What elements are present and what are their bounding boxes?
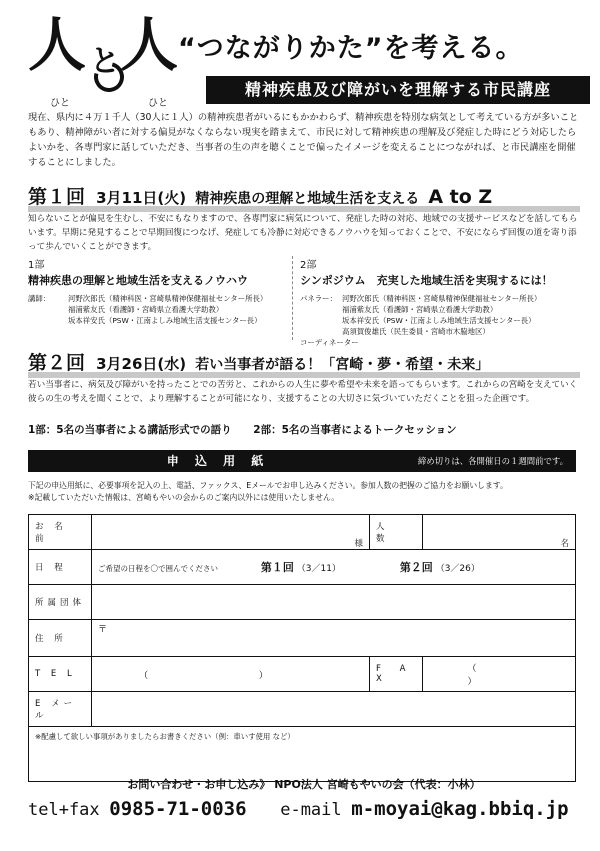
ninzu-label: 人 数 <box>370 515 423 550</box>
form-note-1: 下記の申込用紙に、必要事項を記入の上、電話、ファックス、Eメールでお申し込みください。参加人数の把握のご協力をお願いします。 <box>28 481 508 490</box>
lecturer-role: 講師： <box>28 294 51 303</box>
email-address: m-moyai@kag.bbiq.jp <box>351 798 569 820</box>
session2-num: 第２回 <box>28 352 86 374</box>
email-label-footer: e-mail <box>280 800 342 820</box>
contact-info <box>28 798 580 820</box>
tel-fax-label: tel+fax <box>28 800 100 820</box>
session1-part1 <box>28 256 290 326</box>
kanji-jin-2: 人 <box>120 11 179 79</box>
list-item: 福浦紫友氏（看護師・宮崎県立看護大学助教） <box>68 305 224 314</box>
session1-part2 <box>300 256 580 348</box>
tel-number: 0985-71-0036 <box>109 798 247 820</box>
kanji-jin-1: 人 <box>28 11 87 79</box>
lecturer-list <box>28 293 290 326</box>
ruby-hito-2: ひと <box>148 98 168 109</box>
table-row <box>29 692 576 727</box>
session2-parts <box>28 422 475 437</box>
session1-date: 3月11日(火) <box>96 189 187 207</box>
email-label: E メール <box>29 692 92 727</box>
form-notes <box>28 480 580 504</box>
table-row <box>29 620 576 657</box>
session1-ato: A to Z <box>428 186 493 208</box>
subtitle-banner: 精神疾患及び障がいを理解する市民講座 <box>206 76 590 104</box>
session2-theme: 若い当事者が語る！「宮崎・夢・希望・未来」 <box>195 357 490 373</box>
postal-mark: 〒 <box>98 625 108 635</box>
address-label: 住 所 <box>29 620 92 657</box>
part1-title: 精神疾患の理解と地域生活を支えるノウハウ <box>28 274 248 287</box>
org-field[interactable] <box>92 585 576 620</box>
list-item: 河野次郎氏（精神科医・宮崎県精神保健福祉センター所長） <box>342 294 542 303</box>
application-form <box>28 514 576 782</box>
form-deadline: 締め切りは、各開催日の１週間前です。 <box>417 456 568 466</box>
date-option-2-date: （3／26） <box>435 564 480 574</box>
list-item: 福浦紫友氏（看護師・宮崎県立看護大学助教） <box>342 305 498 314</box>
session2-part2: 2部：5名の当事者によるトークセッション <box>253 424 457 436</box>
table-row <box>29 585 576 620</box>
org-label: 所属団体 <box>29 585 92 620</box>
intro-text: 現在、県内に４万１千人（30人に１人）の精神疾患者がいるにもかかわらず、精神疾患を特別な病気として考えている方が多いこともあり、精神障がい者に対する偏見がなくならない現実を踏まえて、市民に対して精神疾患の理解及び発症した時にどう対応したらよいかを、各専門家に話していただき、当事者の生の声を聴くことで偏ったイメージを変えることにつながれば、と市民講座を開催することにしました。 <box>28 112 579 168</box>
date-option-1[interactable]: 第１回 <box>260 561 294 574</box>
session1-title <box>28 182 580 212</box>
mei-suffix: 名 <box>560 539 569 549</box>
email-field[interactable] <box>92 692 576 727</box>
session2-title <box>28 348 580 378</box>
tel-field[interactable]: （ ） <box>92 657 370 692</box>
session2-part1: 1部：5名の当事者による講話形式での語り <box>28 424 232 436</box>
date-hint: ご希望の日程を〇で囲んでください <box>98 564 218 573</box>
session2-date: 3月26日(水) <box>96 355 187 373</box>
header <box>28 11 588 109</box>
list-item: 坂本祥安氏（PSW・江南よしみ地域生活支援センター長） <box>342 316 536 325</box>
kana-to: と <box>90 44 120 79</box>
part2-label: 2部 <box>300 260 317 271</box>
list-item: 高須賀俊雄氏（民生委員・宮崎市木脇地区） <box>342 327 490 336</box>
name-field[interactable] <box>92 515 370 550</box>
table-row <box>29 657 576 692</box>
main-title: “つながりかた”を考える。 <box>178 33 524 64</box>
date-choice-field[interactable] <box>92 550 576 585</box>
session1-theme: 精神疾患の理解と地域生活を支える <box>195 191 420 207</box>
sama-suffix: 様 <box>354 539 363 549</box>
table-row <box>29 727 576 782</box>
ruby-hito-1: ひと <box>50 98 70 109</box>
divider <box>292 256 294 340</box>
list-item: 坂本祥安氏（PSW・江南よしみ地域生活支援センター長） <box>68 316 262 325</box>
name-label: お 名 前 <box>29 515 92 550</box>
part1-label: 1部 <box>28 260 45 271</box>
table-row <box>29 515 576 550</box>
session1-desc: 知らないことが偏見を生むし、不安にもなりますので、各専門家に病気について、発症した時の対応、地域での支援サービスなどを話してもらいます。早期に発見することで早期回復につなげ、発症しても冷静に対応できるノウハウを知っておくことで、不安にならず回復の道を寄り添って歩んでいくことができます。 <box>28 214 578 252</box>
fax-field[interactable]: （ ） <box>423 657 576 692</box>
address-field[interactable] <box>92 620 576 657</box>
form-note-2: ※記載していただいた情報は、宮崎もやいの会からのご案内以外には使用いたしません。 <box>28 493 340 502</box>
session2-desc: 若い当事者に、病気及び障がいを持ったことでの苦労と、これからの人生に夢や希望や未来を語ってもらいます。これからの宮崎を支えていく彼らの生の考えを聞くことで、より理解することが可能になり、支援することの大切さに気づいていただくことを狙った企画です。 <box>28 380 578 404</box>
remarks-field[interactable]: ※配慮して欲しい事項がありましたらお書きください（例：車いす使用 など） <box>29 727 576 782</box>
date-option-2[interactable]: 第２回 <box>399 561 433 574</box>
part2-title: シンポジウム 充実した地域生活を実現するには！ <box>300 274 553 287</box>
contact-line: お問い合わせ・お申し込み》 NPO法人 宮崎もやいの会（代表：小林） <box>127 778 481 791</box>
panelist-list <box>300 293 580 348</box>
form-title: 申 込 用 紙 <box>166 454 270 468</box>
panelist-role: パネラー： <box>300 294 337 303</box>
ninzu-field[interactable] <box>423 515 576 550</box>
date-option-1-date: （3／11） <box>296 564 341 574</box>
table-row <box>29 550 576 585</box>
list-item: 河野次郎氏（精神科医・宮崎県精神保健福祉センター所長） <box>68 294 268 303</box>
form-header-bar <box>28 450 576 472</box>
tel-label: T E L <box>29 657 92 692</box>
date-label: 日 程 <box>29 550 92 585</box>
fax-label: F A X <box>370 657 423 692</box>
session1-num: 第１回 <box>28 186 86 208</box>
coordinator-label: コーディネーター <box>300 338 359 347</box>
